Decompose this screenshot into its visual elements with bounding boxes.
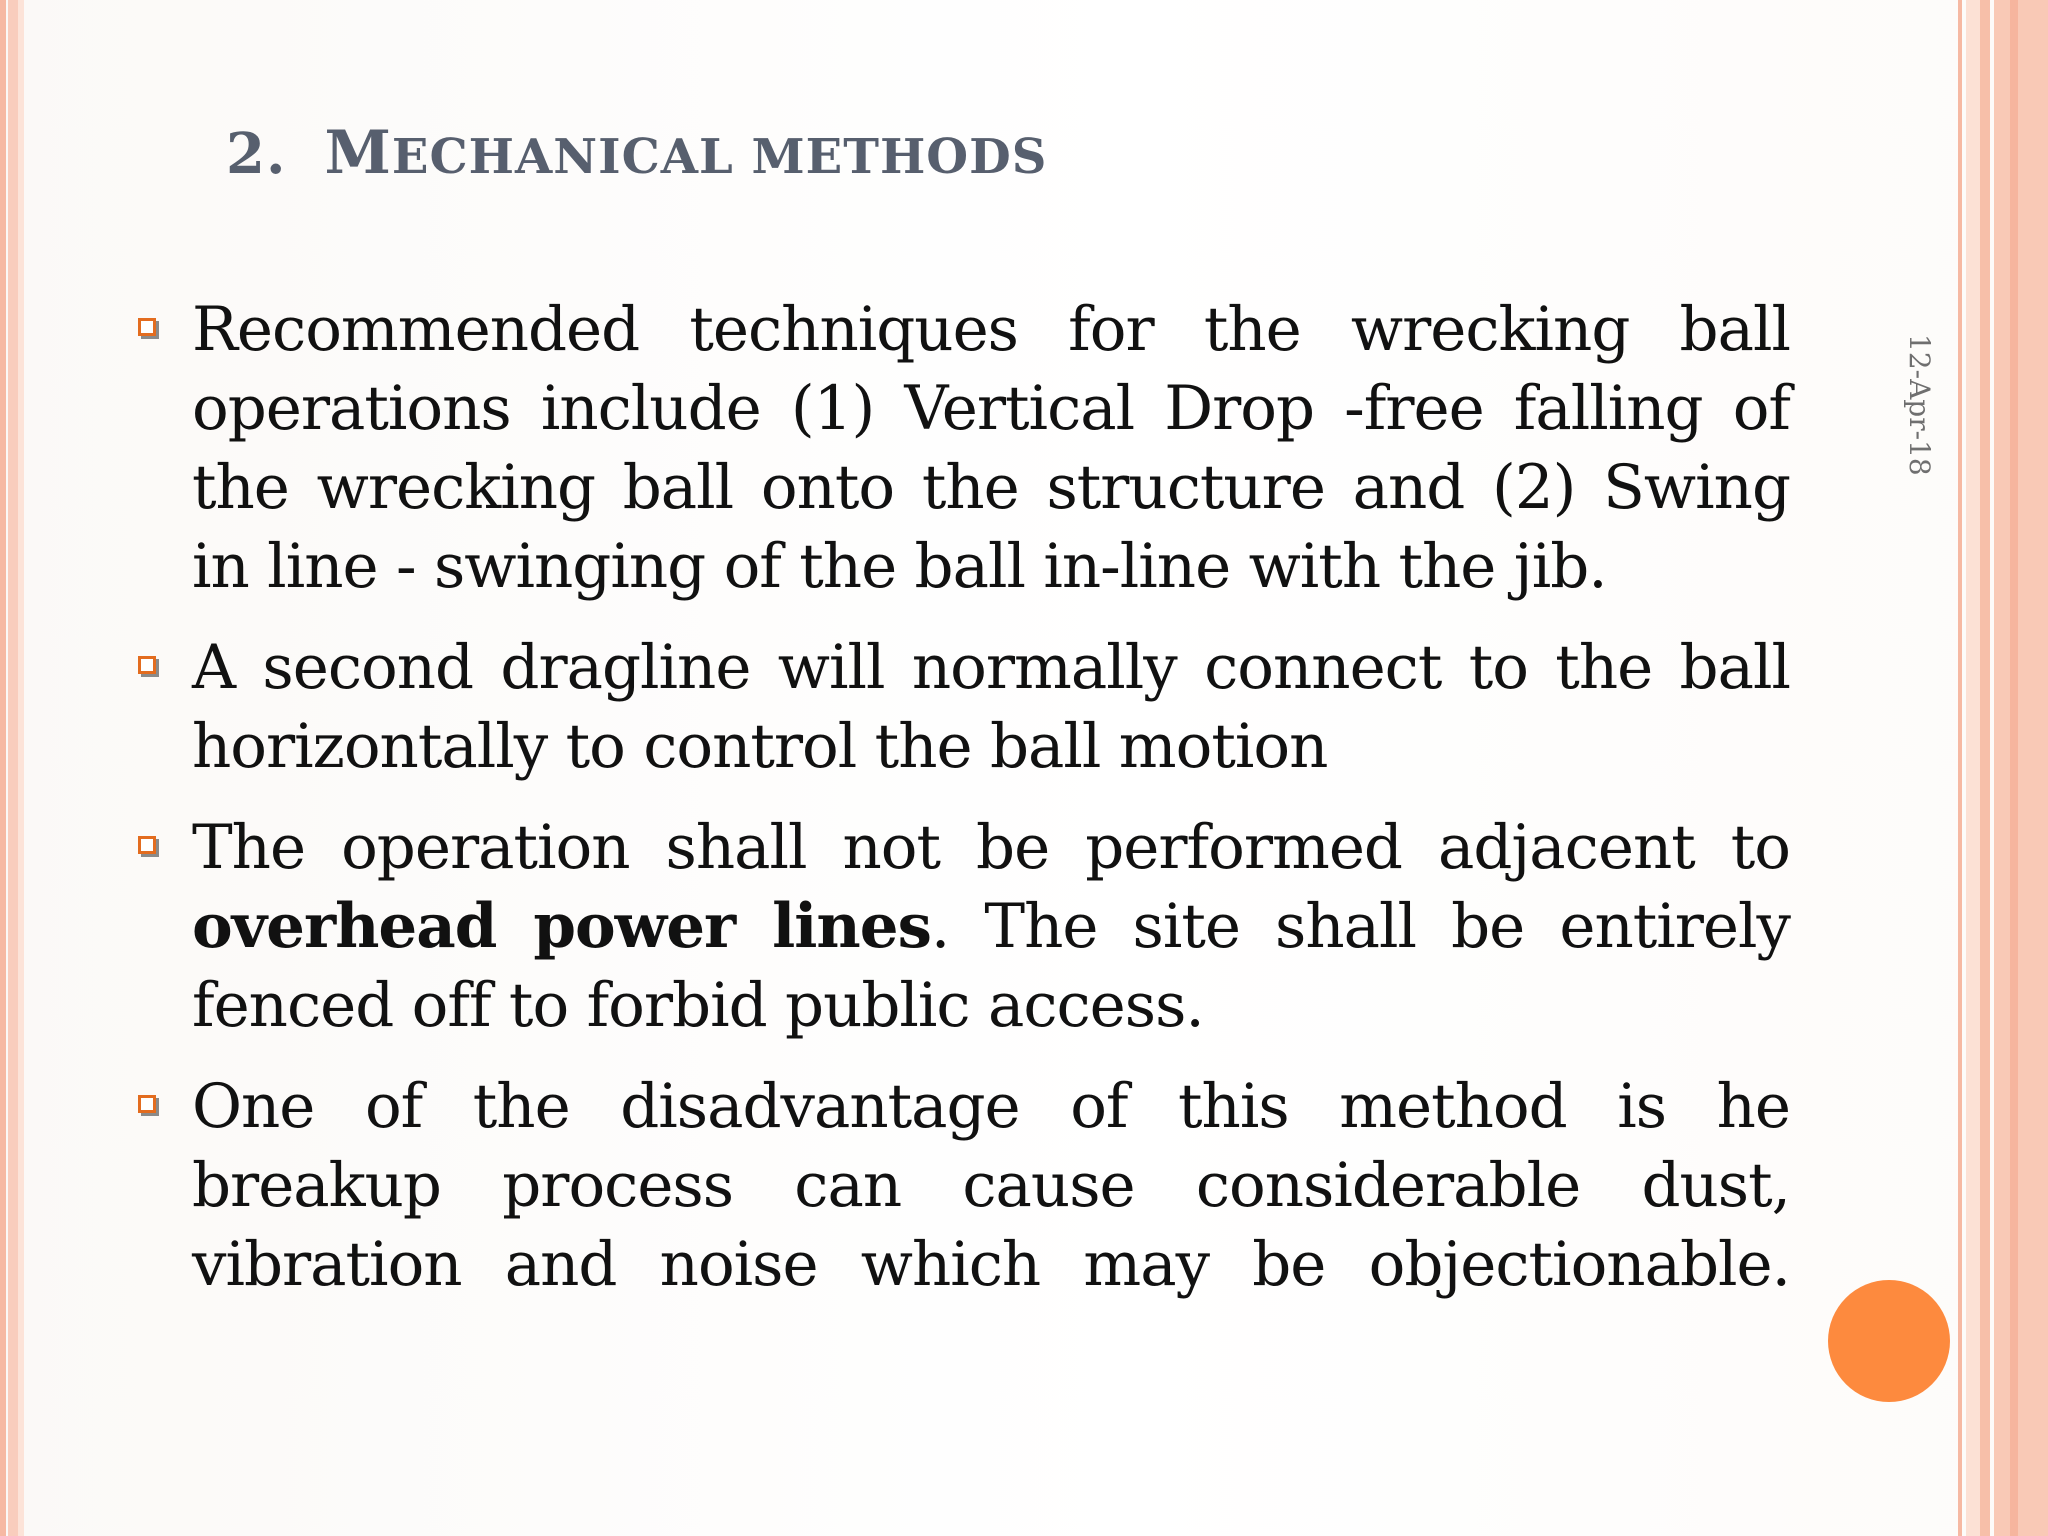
bullet-item <box>130 628 1790 786</box>
right-border-band <box>1994 0 2048 1536</box>
bullet-text-post: . The site shall be entirely fenced off to forbid public access. <box>192 891 1790 1041</box>
right-border-stripe <box>1966 0 1980 1536</box>
bullet-text-pre: The operation shall not be performed adjacent to <box>192 812 1790 883</box>
bullet-list <box>130 290 1790 1326</box>
bullet-text-bold: overhead power lines <box>192 891 931 962</box>
bullet-item <box>130 290 1790 606</box>
bullet-text: A second dragline will normally connect to the ball horizontally to control the ball motion <box>192 632 1790 782</box>
title-initial: M <box>324 118 392 188</box>
left-border-stripe <box>8 0 18 1536</box>
square-bullet-icon <box>138 656 156 674</box>
bullet-item <box>130 808 1790 1045</box>
bullet-item <box>130 1067 1790 1304</box>
orange-circle-decoration <box>1828 1280 1950 1402</box>
right-border-stripe <box>1958 0 1962 1536</box>
title-rest: ECHANICAL METHODS <box>391 129 1048 185</box>
left-border-stripe <box>18 0 24 1536</box>
bullet-text: One of the disadvantage of this method is he breakup process can cause considerable dust, vibration and noise which may be objectionable. <box>192 1071 1790 1300</box>
bullet-text: Recommended techniques for the wrecking ball operations include (1) Vertical Drop -free falling of the wrecking ball onto the structure and (2) Swing in line - swinging of the ball in-line with the jib. <box>192 294 1790 602</box>
square-bullet-icon <box>138 836 156 854</box>
right-border-stripe <box>2010 0 2018 1536</box>
left-border-stripe <box>0 0 6 1536</box>
square-bullet-icon <box>138 318 156 336</box>
title-number: 2. <box>226 121 287 187</box>
slide-title <box>226 118 1047 188</box>
date-label: 12-Apr-18 <box>1903 334 1936 476</box>
bullet-text <box>192 808 1790 1045</box>
square-bullet-icon <box>138 1095 156 1113</box>
right-border-stripe <box>1980 0 1990 1536</box>
